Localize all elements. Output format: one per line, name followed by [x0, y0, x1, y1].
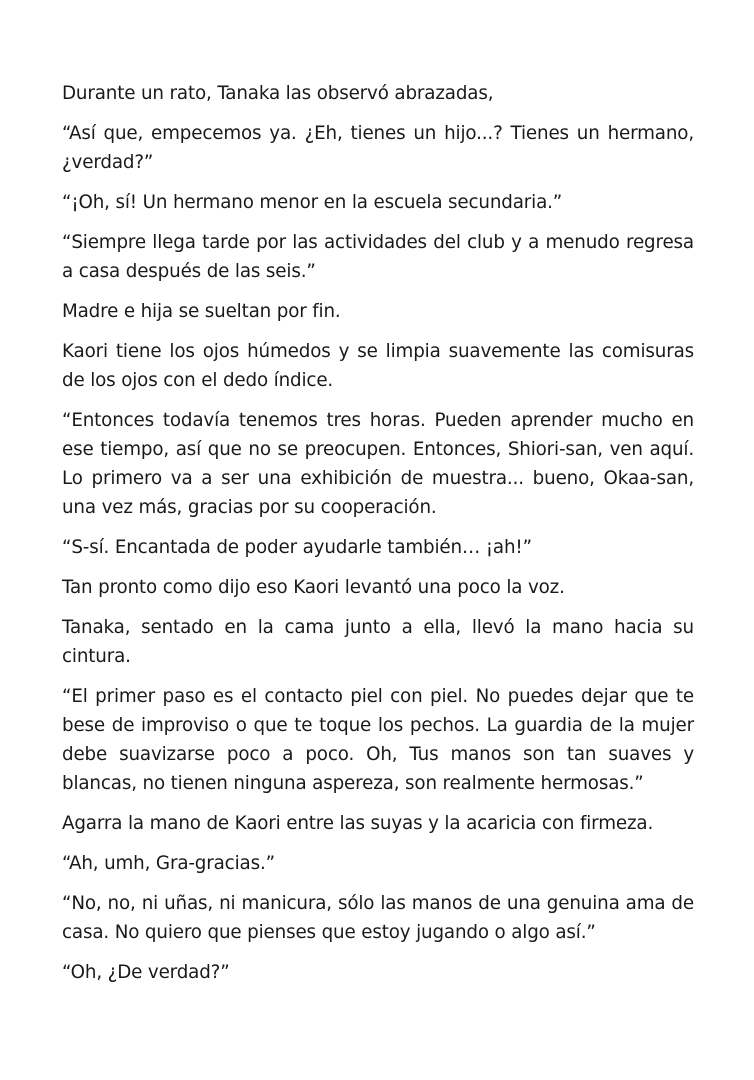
paragraph: Madre e hija se sueltan por fin.	[62, 301, 341, 322]
paragraph: Agarra la mano de Kaori entre las suyas y la acaricia con firmeza.	[62, 813, 654, 834]
paragraph: Tan pronto como dijo eso Kaori levantó una poco la voz.	[62, 577, 565, 598]
paragraph: “S-sí. Encantada de poder ayudarle también… ¡ah!”	[62, 537, 532, 558]
paragraph: Tanaka, sentado en la cama junto a ella, llevó la mano hacia su cintura.	[62, 617, 694, 667]
paragraph: “¡Oh, sí! Un hermano menor en la escuela secundaria.”	[62, 192, 563, 213]
paragraph: “Ah, umh, Gra-gracias.”	[62, 853, 275, 874]
paragraph: Durante un rato, Tanaka las observó abrazadas,	[62, 83, 494, 104]
paragraph: “El primer paso es el contacto piel con piel. No puedes dejar que te bese de improviso o que te toque los pechos. La guardia de la mujer debe suavizarse poco a poco. Oh, Tus manos son tan suaves y blancas, no tienen ninguna aspereza, son realmente hermosas.”	[62, 686, 694, 794]
paragraph: “Entonces todavía tenemos tres horas. Pueden aprender mucho en ese tiempo, así que no se preocupen. Entonces, Shiori-san, ven aquí. Lo primero va a ser una exhibición de muestra... bueno, Okaa-san, una vez más, gracias por su cooperación.	[62, 410, 694, 518]
paragraph: “Siempre llega tarde por las actividades del club y a menudo regresa a casa después de las seis.”	[62, 232, 694, 282]
paragraph: “No, no, ni uñas, ni manicura, sólo las manos de una genuina ama de casa. No quiero que pienses que estoy jugando o algo así.”	[62, 893, 694, 943]
paragraph: “Así que, empecemos ya. ¿Eh, tienes un hijo...? Tienes un hermano, ¿verdad?”	[62, 123, 694, 173]
paragraph: “Oh, ¿De verdad?”	[62, 962, 230, 983]
paragraph: Kaori tiene los ojos húmedos y se limpia suavemente las comisuras de los ojos con el dedo índice.	[62, 341, 694, 391]
document-page	[62, 79, 694, 998]
